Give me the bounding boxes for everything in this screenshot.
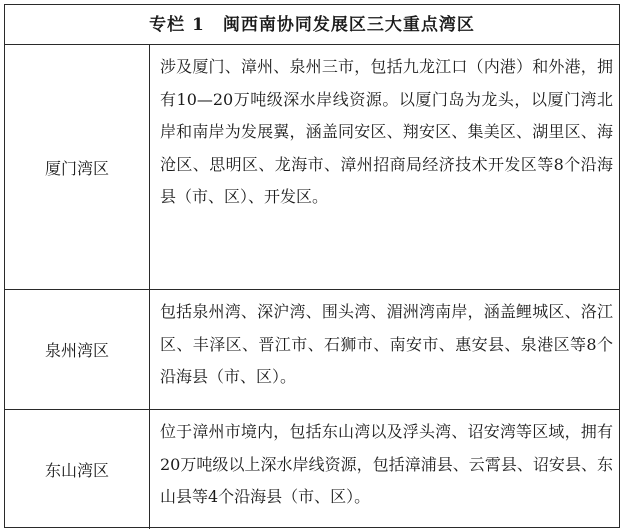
row-description: 包括泉州湾、深沪湾、围头湾、湄洲湾南岸，涵盖鲤城区、洛江区、丰泽区、晋江市、石狮市、南安市、惠安县、泉港区等8个沿海县（市、区）。 [160, 302, 613, 386]
table-row-dongshan-bay [5, 410, 619, 529]
row-label: 泉州湾区 [5, 290, 150, 409]
row-label: 东山湾区 [5, 410, 150, 529]
row-description: 位于漳州市境内，包括东山湾以及浮头湾、诏安湾等区域，拥有20万吨级以上深水岸线资源，包括漳浦县、云霄县、诏安县、东山县等4个沿海县（市、区）。 [160, 422, 613, 506]
row-label: 厦门湾区 [5, 45, 150, 289]
table-row-xiamen-bay [5, 45, 619, 290]
table-row-quanzhou-bay [5, 290, 619, 410]
table-title: 专栏 1 闽西南协同发展区三大重点湾区 [5, 5, 619, 45]
row-description: 涉及厦门、漳州、泉州三市，包括九龙江口（内港）和外港，拥有10—20万吨级深水岸线资源。以厦门岛为龙头，以厦门湾北岸和南岸为发展翼，涵盖同安区、翔安区、集美区、湖里区、海沧区、思明区、龙海市、漳州招商局经济技术开发区等8个沿海县（市、区）、开发区。 [160, 57, 613, 206]
bay-areas-table [4, 4, 620, 528]
